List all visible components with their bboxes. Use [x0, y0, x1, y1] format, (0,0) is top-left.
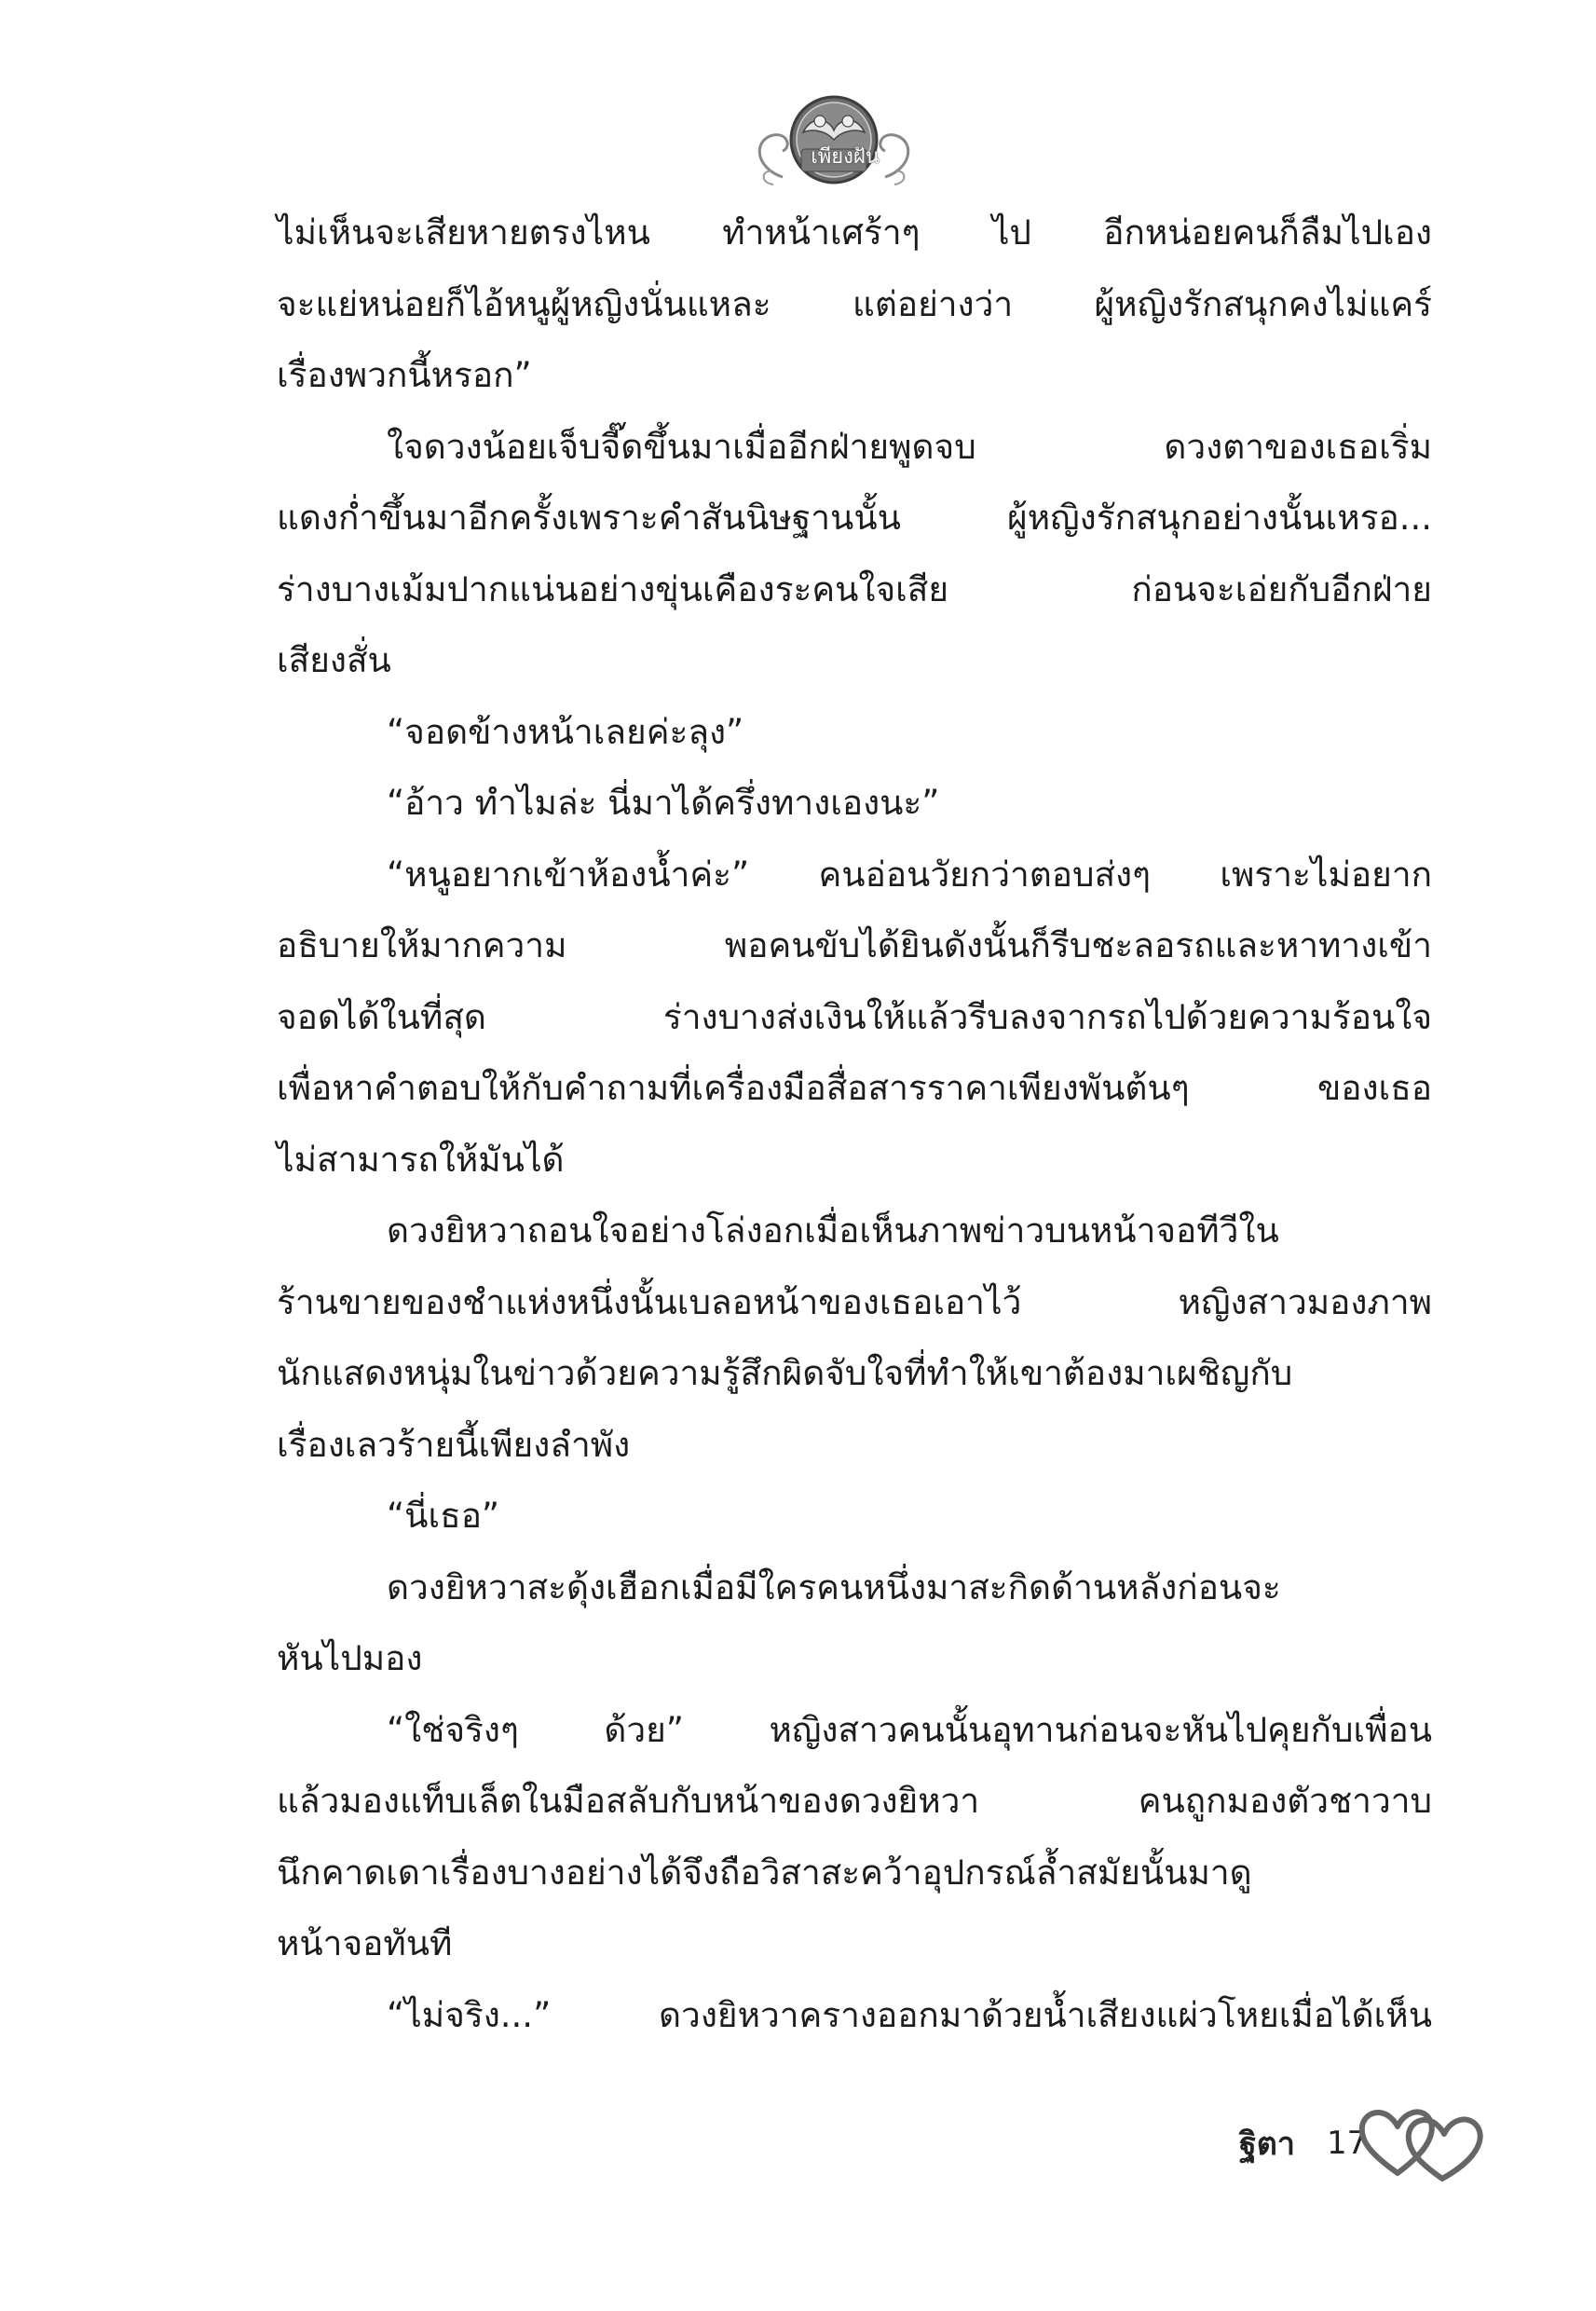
text-line: หันไปมอง — [277, 1638, 423, 1678]
text-line: เรื่องพวกนี้หรอก” — [277, 355, 532, 395]
text-line: ดวงยิหวาสะดุ้งเฮือกเมื่อมีใครคนหนึ่งมาสะกิดด้านหลังก่อนจะ — [387, 1566, 1281, 1607]
text-line: นึกคาดเดาเรื่องบางอย่างได้จึงถือวิสาสะคว้าอุปกรณ์ล้ำสมัยนั้นมาดู — [277, 1852, 1252, 1893]
paragraph — [277, 697, 1432, 769]
text-line: “จอดข้างหน้าเลยค่ะลุง” — [387, 711, 744, 752]
text-line: ไม่สามารถให้มันได้ — [277, 1139, 565, 1180]
paragraph — [277, 1695, 1432, 1980]
paragraph — [277, 198, 1432, 412]
emblem-logo — [745, 65, 922, 196]
text-line: “ใช่จริงๆ ด้วย” หญิงสาวคนนั้นอุทานก่อนจะหันไปคุยกับเพื่อน — [387, 1709, 1432, 1750]
text-line: อธิบายให้มากความ พอคนขับได้ยินดังนั้นก็รีบชะลอรถและหาทางเข้า — [277, 925, 1432, 965]
text-line: “อ้าว ทำไมล่ะ นี่มาได้ครึ่งทางเองนะ” — [387, 783, 940, 823]
paragraph — [277, 1481, 1432, 1552]
text-line: ร่างบางเม้มปากแน่นอย่างขุ่นเคืองระคนใจเสีย ก่อนจะเอ่ยกับอีกฝ่าย — [277, 568, 1432, 609]
text-line: “นี่เธอ” — [387, 1496, 500, 1536]
text-line: เสียงสั่น — [277, 640, 391, 680]
text-line: เพื่อหาคำตอบให้กับคำถามที่เครื่องมือสื่อสารราคาเพียงพันต้นๆ ของเธอ — [277, 1068, 1432, 1108]
text-line: เรื่องเลวร้ายนี้เพียงลำพัง — [277, 1424, 631, 1465]
text-line: แดงก่ำขึ้นมาอีกครั้งเพราะคำสันนิษฐานนั้น ผู้หญิงรักสนุกอย่างนั้นเหรอ... — [277, 498, 1432, 538]
author-name: ฐิตา — [1239, 2126, 1295, 2163]
hearts-icon — [1353, 2097, 1493, 2185]
text-line: จะแย่หน่อยก็ไอ้หนูผู้หญิงนั่นแหละ แต่อย่างว่า ผู้หญิงรักสนุกคงไม่แคร์ — [277, 283, 1432, 324]
text-line: นักแสดงหนุ่มในข่าวด้วยความรู้สึกผิดจับใจที่ทำให้เขาต้องมาเผชิญกับ — [277, 1353, 1293, 1393]
paragraph — [277, 768, 1432, 840]
text-line: แล้วมองแท็บเล็ตในมือสลับกับหน้าของดวงยิหวา คนถูกมองตัวชาวาบ — [277, 1781, 1432, 1821]
paragraph — [277, 1552, 1432, 1695]
paragraph — [277, 840, 1432, 1197]
text-line: จอดได้ในที่สุด ร่างบางส่งเงินให้แล้วรีบลงจากรถไปด้วยความร้อนใจ — [277, 996, 1432, 1037]
text-line: “หนูอยากเข้าห้องน้ำค่ะ” คนอ่อนวัยกว่าตอบส่งๆ เพราะไม่อยาก — [387, 854, 1432, 895]
text-line: ร้านขายของชำแห่งหนึ่งนั้นเบลอหน้าของเธอเอาไว้ หญิงสาวมองภาพ — [277, 1281, 1432, 1322]
text-line: ใจดวงน้อยเจ็บจี๊ดขึ้นมาเมื่ออีกฝ่ายพูดจบ ดวงตาของเธอเริ่ม — [387, 426, 1432, 467]
emblem-text: เพียงฝัน — [811, 145, 880, 169]
text-line: ดวงยิหวาถอนใจอย่างโล่งอกเมื่อเห็นภาพข่าวบนหน้าจอทีวีใน — [387, 1210, 1279, 1251]
text-line: หน้าจอทันที — [277, 1923, 453, 1963]
text-line: “ไม่จริง...” ดวงยิหวาครางออกมาด้วยน้ำเสียงแผ่วโหยเมื่อได้เห็น — [387, 1994, 1432, 2035]
page-number: 17 — [1326, 2125, 1368, 2162]
page-footer — [1239, 2115, 1367, 2171]
body-text — [277, 198, 1432, 2051]
paragraph — [277, 1980, 1432, 2052]
paragraph — [277, 412, 1432, 697]
text-line: ไม่เห็นจะเสียหายตรงไหน ทำหน้าเศร้าๆ ไป อีกหน่อยคนก็ลืมไปเอง — [277, 212, 1432, 253]
paragraph — [277, 1196, 1432, 1481]
